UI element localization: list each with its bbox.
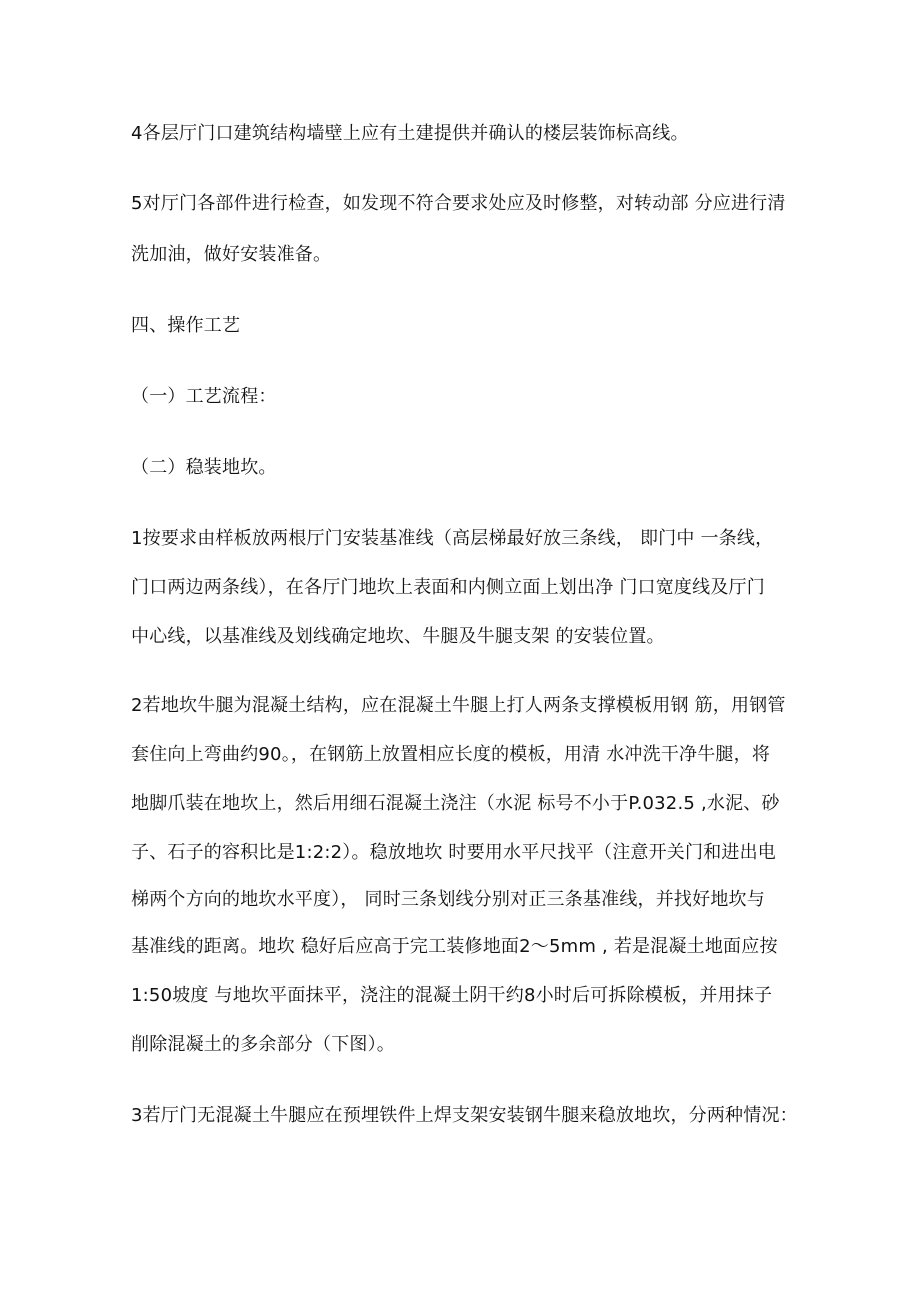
paragraph-5-line-1: 5对厅门各部件进行检查，如发现不符合要求处应及时修整，对转动部 分应进行清 — [131, 193, 786, 214]
item-2-line-2: 套住向上弯曲约90。，在钢筋上放置相应长度的模板，用清 水冲洗干净牛腿，将 — [131, 744, 771, 765]
item-2-line-4: 子、石子的容积比是1:2:2）。稳放地坎 时要用水平尺找平（注意开关门和进出电 — [131, 842, 777, 863]
item-1-line-2: 门口两边两条线），在各厅门地坎上表面和内侧立面上划出净 门口宽度线及厅门 — [131, 577, 765, 598]
subsection-heading-sill-installation: （二）稳装地坎。 — [131, 457, 277, 478]
item-2-line-1: 2若地坎牛腿为混凝土结构，应在混凝土牛腿上打人两条支撑模板用钢 筋，用钢管 — [131, 695, 786, 716]
paragraph-4-line-1: 4各层厅门口建筑结构墙壁上应有土建提供并确认的楼层装饰标高线。 — [131, 123, 689, 144]
item-2-line-6: 基准线的距离。地坎 稳好后应高于完工装修地面2～5mm , 若是混凝土地面应按 — [131, 936, 778, 957]
section-heading-operation: 四、操作工艺 — [131, 315, 241, 336]
item-3-line-1: 3若厅门无混凝土牛腿应在预埋铁件上焊支架安装钢牛腿来稳放地坎，分两种情况： — [131, 1105, 798, 1126]
item-1-line-1: 1按要求由样板放两根厅门安装基准线（高层梯最好放三条线， 即门中 一条线， — [131, 528, 774, 549]
item-2-line-7: 1:50坡度 与地坎平面抹平，浇注的混凝土阴干约8小时后可拆除模板，并用抹子 — [131, 985, 773, 1006]
paragraph-5-line-2: 洗加油，做好安装准备。 — [131, 244, 332, 265]
item-2-line-3: 地脚爪装在地坎上，然后用细石混凝土浇注（水泥 标号不小于P.032.5 ,水泥、砂 — [131, 793, 780, 814]
subsection-heading-process-flow: （一）工艺流程： — [131, 386, 277, 407]
item-2-line-8: 削除混凝土的多余部分（下图）。 — [131, 1034, 395, 1055]
item-2-line-5: 梯两个方向的地坎水平度）， 同时三条划线分别对正三条基准线，并找好地坎与 — [131, 889, 765, 910]
item-1-line-3: 中心线，以基准线及划线确定地坎、牛腿及牛腿支架 的安装位置。 — [131, 626, 665, 647]
